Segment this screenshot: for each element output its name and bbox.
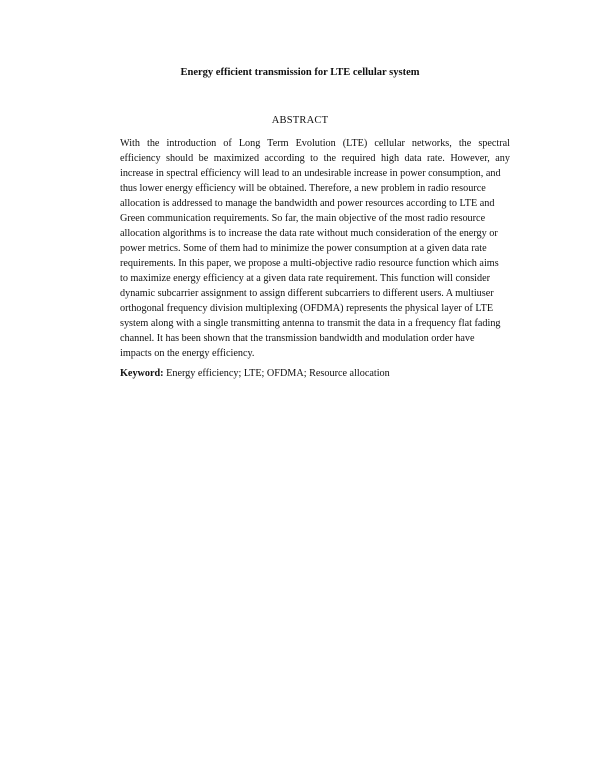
abstract-body xyxy=(120,136,510,361)
abstract-line: to maximize energy efficiency at a given data rate requirement. This function will consider xyxy=(120,273,491,284)
abstract-line: orthogonal frequency division multiplexing (OFDMA) represents the physical layer of LTE xyxy=(120,303,494,314)
keyword-label: Keyword: xyxy=(120,368,164,379)
abstract-line: requirements. In this paper, we propose a multi-objective radio resource function which aims xyxy=(120,258,499,269)
abstract-line: dynamic subcarrier assignment to assign different subcarriers to different users. A multiuser xyxy=(120,288,494,299)
paper-title: Energy efficient transmission for LTE cellular system xyxy=(180,67,420,78)
abstract-line: allocation is addressed to manage the bandwidth and power resources according to LTE and xyxy=(120,198,495,209)
abstract-line: efficiency should be maximized according to the required high data rate. However, any xyxy=(120,153,510,164)
abstract-line: system along with a single transmitting antenna to transmit the data in a frequency flat fading xyxy=(120,318,501,329)
keyword-text: Energy efficiency; LTE; OFDMA; Resource allocation xyxy=(163,368,390,379)
abstract-line: increase in spectral efficiency will lead to an undesirable increase in power consumption, and xyxy=(120,168,501,179)
abstract-line: impacts on the energy efficiency. xyxy=(120,348,255,359)
keywords xyxy=(120,366,510,381)
abstract-line: With the introduction of Long Term Evolution (LTE) cellular networks, the spectral xyxy=(120,138,510,149)
abstract-line: Green communication requirements. So far, the main objective of the most radio resource xyxy=(120,213,486,224)
abstract-line: thus lower energy efficiency will be obtained. Therefore, a new problem in radio resource xyxy=(120,183,486,194)
abstract-line: channel. It has been shown that the transmission bandwidth and modulation order have xyxy=(120,333,475,344)
abstract-heading: ABSTRACT xyxy=(271,115,329,126)
abstract-line: power metrics. Some of them had to minimize the power consumption at a given data rate xyxy=(120,243,487,254)
abstract-line: allocation algorithms is to increase the data rate without much consideration of the energy or xyxy=(120,228,498,239)
